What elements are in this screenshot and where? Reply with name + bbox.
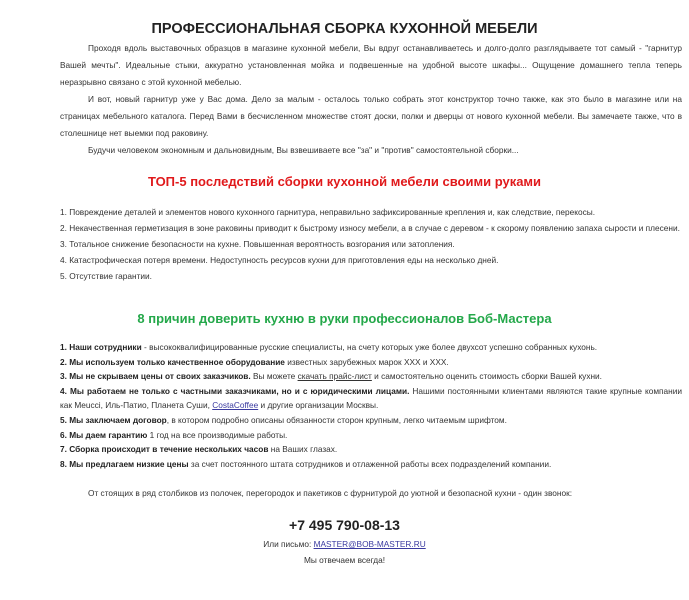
- reason-title: 6. Мы даем гарантию: [60, 429, 148, 440]
- reasons-list: [60, 340, 682, 471]
- list-item: 3. Тотальное снижение безопасности на кухне. Повышенная вероятность возгорания или затопления.: [60, 239, 455, 249]
- list-item: [60, 340, 682, 355]
- always-text: Мы отвечаем всегда!: [303, 555, 386, 565]
- list-item: 2. Некачественная герметизация в зоне раковины приводит к быстрому износу мебели, а в случае с деревом - к скорому появлению запаха сырости и плесени.: [60, 223, 680, 233]
- intro-paragraph: Проходя вдоль выставочных образцов в магазине кухонной мебели, Вы вдруг останавливаетесь и долго-долго разглядываете тот самый - "гарнитур Вашей мечты". Идеальные стыки, аккуратно установленная мойка и подвешенные на удобной высоте шкафы... Ощущение домашнего тепла теперь неразрывно связано с этой кухонной мебелью.: [60, 43, 682, 87]
- list-item: [60, 413, 682, 428]
- reason-text: 1 год на все производимые работы.: [147, 429, 288, 440]
- reason-title: 5. Мы заключаем договор: [60, 414, 167, 425]
- reason-title: 2. Мы используем только качественное оборудование: [60, 356, 285, 367]
- reasons-heading: 8 причин доверить кухню в руки профессионалов Боб-Мастера: [137, 311, 552, 326]
- list-item: [60, 384, 682, 413]
- intro-paragraph: И вот, новый гарнитур уже у Вас дома. Дело за малым - осталось только собрать этот конструктор точно также, как это было в магазине или на страницах мебельного каталога. Перед Вами в бесчисленном множестве стоят доски, полки и дверцы от нового кухонной мебели. Вы замечаете также, что в столешнице нет выемки под раковину.: [60, 94, 682, 138]
- reason-text: - высококвалифицированные русские специалисты, на счету которых уже более двухсот успешно собранных кухонь.: [141, 342, 598, 352]
- reason-title: 8. Мы предлагаем низкие цены: [60, 458, 189, 469]
- list-item: 5. Отсутствие гарантии.: [60, 271, 152, 281]
- email-link[interactable]: MASTER@BOB-MASTER.RU: [313, 539, 426, 549]
- list-item: 4. Катастрофическая потеря времени. Недоступность ресурсов кухни для приготовления еды на несколько дней.: [60, 255, 499, 265]
- intro-paragraph: Будучи человеком экономным и дальновидным, Вы взвешиваете все "за" и "против" самостоятельной сборки...: [88, 145, 519, 155]
- list-item: [60, 428, 682, 443]
- list-item: [60, 457, 682, 472]
- list-item: 1. Повреждение деталей и элементов нового кухонного гарнитура, неправильно зафиксированные крепления и, как следствие, перекосы.: [60, 207, 596, 217]
- phone-number: +7 495 790-08-13: [289, 517, 400, 533]
- cons-heading: ТОП-5 последствий сборки кухонной мебели своими руками: [147, 174, 542, 189]
- reason-text: Нашими постоянными клиентами являются такие крупные компании как Meucci, Иль-Патио, Планета Суши,: [60, 385, 683, 411]
- page-title: ПРОФЕССИОНАЛЬНАЯ СБОРКА КУХОННОЙ МЕБЕЛИ: [151, 21, 538, 37]
- costacoffee-link[interactable]: CostaCoffee: [212, 400, 259, 411]
- reason-text: , в котором подробно описаны обязанности сторон крупным, легко читаемым шрифтом.: [166, 414, 507, 425]
- list-item: [60, 442, 682, 457]
- email-line: [0, 539, 689, 549]
- price-list-link[interactable]: скачать прайс-лист: [297, 371, 372, 382]
- reason-text: за счет постоянного штата сотрудников и отлаженной работы всех подразделений компании.: [188, 458, 552, 469]
- reason-title: 3. Мы не скрываем цены от своих заказчиков.: [60, 371, 251, 382]
- reason-title: 4. Мы работаем не только с частными заказчиками, но и с юридическими лицами.: [60, 385, 410, 396]
- list-item: [60, 355, 682, 370]
- reason-text: и другие организации Москвы.: [258, 400, 379, 411]
- reason-title: 1. Наши сотрудники: [60, 342, 142, 352]
- cons-list: [60, 204, 682, 284]
- reason-text: Вы можете: [250, 371, 298, 382]
- reason-text: известных зарубежных марок XXX и XXX.: [284, 356, 449, 367]
- email-label: Или письмо:: [263, 539, 314, 549]
- intro: [60, 40, 682, 159]
- list-item: [60, 369, 682, 384]
- reason-text: на Ваших глазах.: [268, 444, 338, 455]
- reason-title: 7. Сборка происходит в течение нескольких часов: [60, 444, 269, 455]
- reason-text: и самостоятельно оценить стоимость сборки Вашей кухни.: [371, 371, 602, 382]
- call-text: От стоящих в ряд столбиков из полочек, перегородок и пакетиков с фурнитурой до уютной и безопасной кухни - один звонок:: [88, 488, 573, 498]
